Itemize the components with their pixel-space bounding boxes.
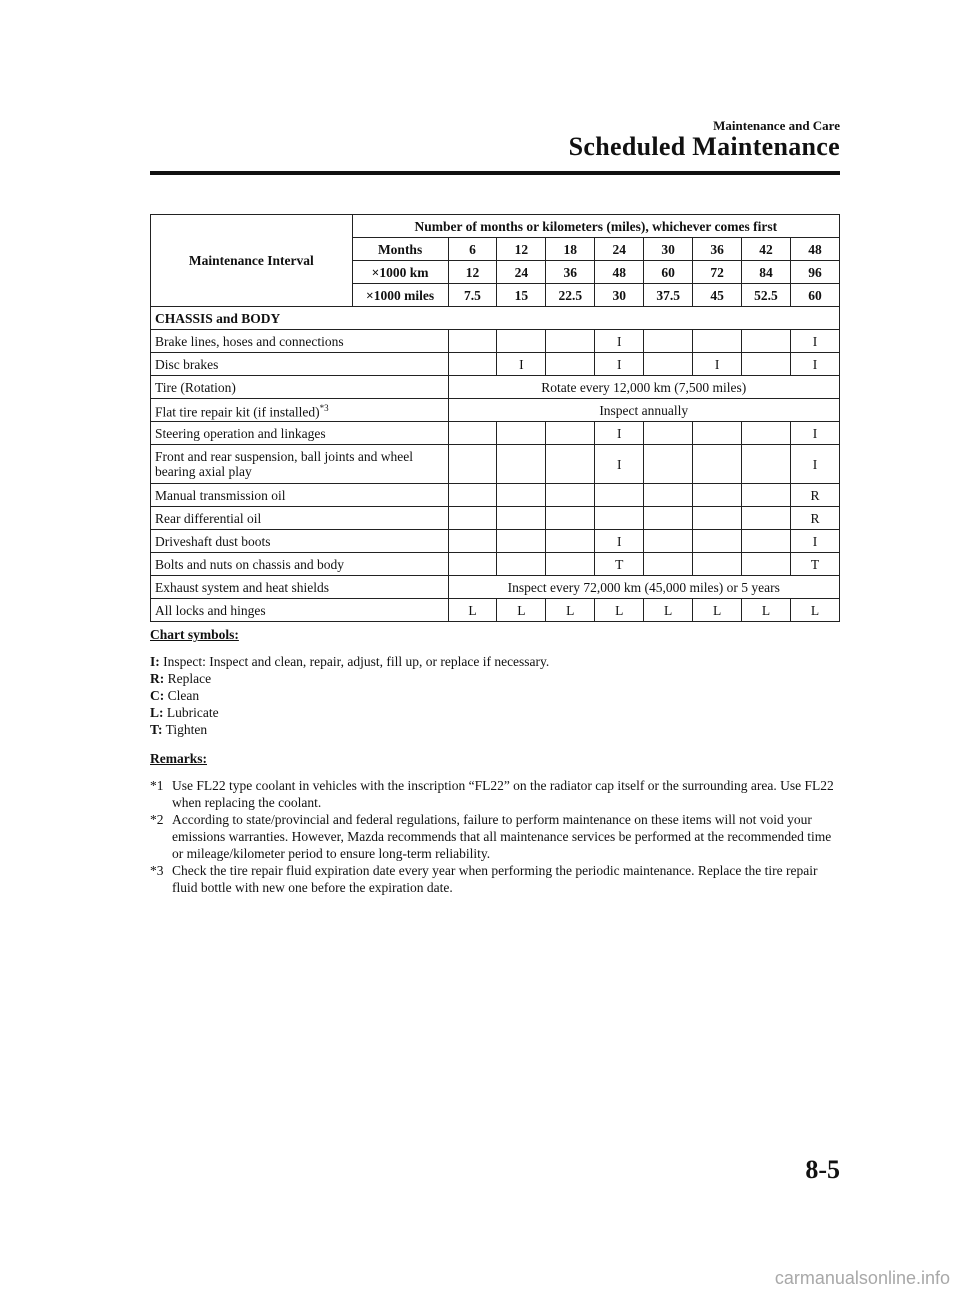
interval-value: 72	[693, 261, 742, 284]
schedule-cell	[742, 445, 791, 484]
interval-value: 36	[546, 261, 595, 284]
schedule-cell: I	[790, 422, 839, 445]
item-name-cell	[151, 576, 449, 599]
interval-value: 24	[497, 261, 546, 284]
item-name: Front and rear suspension, ball joints and wheel bearing axial play	[155, 449, 413, 479]
remark-text: According to state/provincial and federal regulations, failure to perform maintenance on these items will not void your emissions warranties. However, Mazda recommends that all maintenance services be performed at the recommended time or mileage/kilometer period to ensure long-term reliability.	[172, 812, 832, 861]
schedule-cell: R	[790, 507, 839, 530]
schedule-cell: L	[693, 599, 742, 622]
interval-value: 60	[790, 284, 839, 307]
item-name-cell	[151, 507, 449, 530]
interval-value: 12	[448, 261, 497, 284]
interval-unit-label: Months	[352, 238, 448, 261]
schedule-cell	[546, 553, 595, 576]
schedule-cell: I	[595, 530, 644, 553]
schedule-cell	[595, 484, 644, 507]
interval-value: 37.5	[644, 284, 693, 307]
schedule-cell	[644, 553, 693, 576]
interval-value: 18	[546, 238, 595, 261]
schedule-cell	[448, 353, 497, 376]
schedule-cell	[546, 353, 595, 376]
section-label: CHASSIS and BODY	[151, 307, 840, 330]
remark-text: Use FL22 type coolant in vehicles with the inscription “FL22” on the radiator cap itself or the surrounding area. Use FL22 when replacing the coolant.	[172, 778, 834, 810]
watermark: carmanualsonline.info	[774, 1268, 950, 1288]
schedule-cell: I	[497, 353, 546, 376]
schedule-cell	[693, 530, 742, 553]
interval-unit-label: ×1000 miles	[352, 284, 448, 307]
item-name-cell	[151, 376, 449, 399]
schedule-cell: I	[790, 445, 839, 484]
item-name: Bolts and nuts on chassis and body	[155, 556, 344, 572]
table-row	[151, 399, 840, 422]
footnote-ref: *3	[319, 402, 329, 413]
symbol-key: R:	[150, 671, 165, 686]
chart-symbols-list	[150, 653, 840, 738]
symbol-item	[150, 721, 840, 738]
remark-item	[150, 811, 840, 862]
schedule-cell	[693, 484, 742, 507]
interval-unit-label: ×1000 km	[352, 261, 448, 284]
table-row	[151, 576, 840, 599]
schedule-cell	[497, 484, 546, 507]
schedule-cell	[742, 484, 791, 507]
symbol-item	[150, 670, 840, 687]
schedule-cell	[742, 530, 791, 553]
section-header: Maintenance and Care	[713, 118, 840, 133]
schedule-cell: I	[595, 445, 644, 484]
symbol-text: Replace	[167, 671, 212, 686]
table-row	[151, 484, 840, 507]
symbol-item	[150, 687, 840, 704]
interval-value: 48	[790, 238, 839, 261]
item-name-cell	[151, 353, 449, 376]
item-name-cell	[151, 484, 449, 507]
schedule-cell	[742, 507, 791, 530]
page-number: 8-5	[805, 1155, 840, 1184]
schedule-cell: I	[595, 353, 644, 376]
maintenance-schedule-table	[150, 214, 840, 622]
interval-value: 42	[742, 238, 791, 261]
remark-item	[150, 777, 840, 811]
schedule-cell: L	[546, 599, 595, 622]
schedule-cell	[497, 330, 546, 353]
schedule-cell	[644, 530, 693, 553]
schedule-cell	[546, 484, 595, 507]
item-name: All locks and hinges	[155, 602, 266, 618]
remark-text: Check the tire repair fluid expiration date every year when performing the periodic maintenance. Replace the tire repair fluid bottle with new one before the expiration date.	[172, 863, 818, 895]
item-name: Brake lines, hoses and connections	[155, 333, 344, 349]
schedule-cell	[448, 553, 497, 576]
symbol-item	[150, 653, 840, 670]
symbol-key: L:	[150, 705, 164, 720]
schedule-cell	[742, 553, 791, 576]
schedule-cell: T	[595, 553, 644, 576]
item-name: Exhaust system and heat shields	[155, 579, 329, 595]
interval-value: 15	[497, 284, 546, 307]
table-row	[151, 445, 840, 484]
item-name: Manual transmission oil	[155, 487, 286, 503]
symbol-text: Clean	[167, 688, 200, 703]
schedule-cell	[546, 330, 595, 353]
interval-value: 30	[595, 284, 644, 307]
interval-value: 84	[742, 261, 791, 284]
interval-value: 7.5	[448, 284, 497, 307]
interval-value: 12	[497, 238, 546, 261]
schedule-cell: L	[497, 599, 546, 622]
interval-value: 22.5	[546, 284, 595, 307]
schedule-cell	[546, 422, 595, 445]
schedule-cell	[644, 484, 693, 507]
item-name-cell	[151, 422, 449, 445]
schedule-cell	[448, 330, 497, 353]
table-row	[151, 422, 840, 445]
table-row	[151, 507, 840, 530]
interval-value: 30	[644, 238, 693, 261]
remark-number: *3	[150, 863, 164, 878]
item-name: Rear differential oil	[155, 510, 262, 526]
table-header-row	[151, 215, 840, 238]
remark-number: *2	[150, 812, 164, 827]
item-span-note: Inspect every 72,000 km (45,000 miles) or 5 years	[448, 576, 840, 599]
page-title: Scheduled Maintenance	[568, 132, 840, 161]
table-row	[151, 530, 840, 553]
schedule-cell	[644, 353, 693, 376]
schedule-cell	[644, 445, 693, 484]
interval-value: 60	[644, 261, 693, 284]
interval-value: 96	[790, 261, 839, 284]
schedule-cell	[497, 445, 546, 484]
schedule-cell: I	[790, 330, 839, 353]
symbol-item	[150, 704, 840, 721]
interval-value: 45	[693, 284, 742, 307]
schedule-cell: I	[595, 330, 644, 353]
interval-value: 36	[693, 238, 742, 261]
schedule-cell: I	[595, 422, 644, 445]
interval-value: 52.5	[742, 284, 791, 307]
remarks-list	[150, 777, 840, 896]
schedule-cell	[693, 553, 742, 576]
header-rule	[150, 171, 840, 175]
table-row	[151, 553, 840, 576]
symbol-key: I:	[150, 654, 160, 669]
item-name: Driveshaft dust boots	[155, 533, 271, 549]
schedule-cell	[693, 422, 742, 445]
span-header: Number of months or kilometers (miles), whichever comes first	[352, 215, 839, 238]
item-name: Flat tire repair kit (if installed)	[155, 404, 320, 420]
schedule-cell	[693, 330, 742, 353]
item-name-cell	[151, 330, 449, 353]
schedule-cell	[693, 507, 742, 530]
item-name: Steering operation and linkages	[155, 425, 326, 441]
chart-symbols-title: Chart symbols:	[150, 627, 239, 642]
notes-section	[150, 626, 840, 896]
symbol-text: Tighten	[165, 722, 208, 737]
interval-header: Maintenance Interval	[151, 215, 353, 307]
symbol-key: C:	[150, 688, 165, 703]
schedule-cell: L	[742, 599, 791, 622]
schedule-cell	[644, 330, 693, 353]
schedule-cell	[448, 422, 497, 445]
remarks-title: Remarks:	[150, 751, 207, 766]
remark-item	[150, 862, 840, 896]
table-row	[151, 599, 840, 622]
schedule-cell	[448, 530, 497, 553]
schedule-cell	[742, 422, 791, 445]
interval-value: 6	[448, 238, 497, 261]
schedule-cell	[497, 530, 546, 553]
schedule-cell	[546, 530, 595, 553]
schedule-cell	[448, 445, 497, 484]
item-name: Disc brakes	[155, 356, 219, 372]
item-span-note: Inspect annually	[448, 399, 840, 422]
interval-value: 24	[595, 238, 644, 261]
symbol-text: Lubricate	[166, 705, 219, 720]
schedule-cell: I	[790, 530, 839, 553]
schedule-cell: I	[693, 353, 742, 376]
table-row	[151, 376, 840, 399]
item-name-cell	[151, 399, 449, 422]
schedule-cell	[448, 507, 497, 530]
item-name-cell	[151, 599, 449, 622]
section-row	[151, 307, 840, 330]
schedule-cell	[595, 507, 644, 530]
item-name: Tire (Rotation)	[155, 379, 236, 395]
schedule-cell: R	[790, 484, 839, 507]
remark-number: *1	[150, 778, 164, 793]
schedule-cell	[742, 330, 791, 353]
table-row	[151, 330, 840, 353]
schedule-cell	[546, 507, 595, 530]
item-name-cell	[151, 445, 449, 484]
interval-value: 48	[595, 261, 644, 284]
item-name-cell	[151, 530, 449, 553]
schedule-cell: T	[790, 553, 839, 576]
item-name-cell	[151, 553, 449, 576]
item-span-note: Rotate every 12,000 km (7,500 miles)	[448, 376, 840, 399]
schedule-cell	[448, 484, 497, 507]
schedule-cell	[546, 445, 595, 484]
schedule-cell	[497, 553, 546, 576]
schedule-cell	[644, 422, 693, 445]
schedule-cell: L	[644, 599, 693, 622]
symbol-key: T:	[150, 722, 163, 737]
schedule-cell	[742, 353, 791, 376]
symbol-text: Inspect: Inspect and clean, repair, adjust, fill up, or replace if necessary.	[163, 654, 550, 669]
schedule-cell: L	[595, 599, 644, 622]
schedule-cell	[497, 507, 546, 530]
table-row	[151, 353, 840, 376]
schedule-cell: I	[790, 353, 839, 376]
schedule-cell	[644, 507, 693, 530]
schedule-cell	[693, 445, 742, 484]
schedule-cell: L	[790, 599, 839, 622]
schedule-cell	[497, 422, 546, 445]
schedule-cell: L	[448, 599, 497, 622]
